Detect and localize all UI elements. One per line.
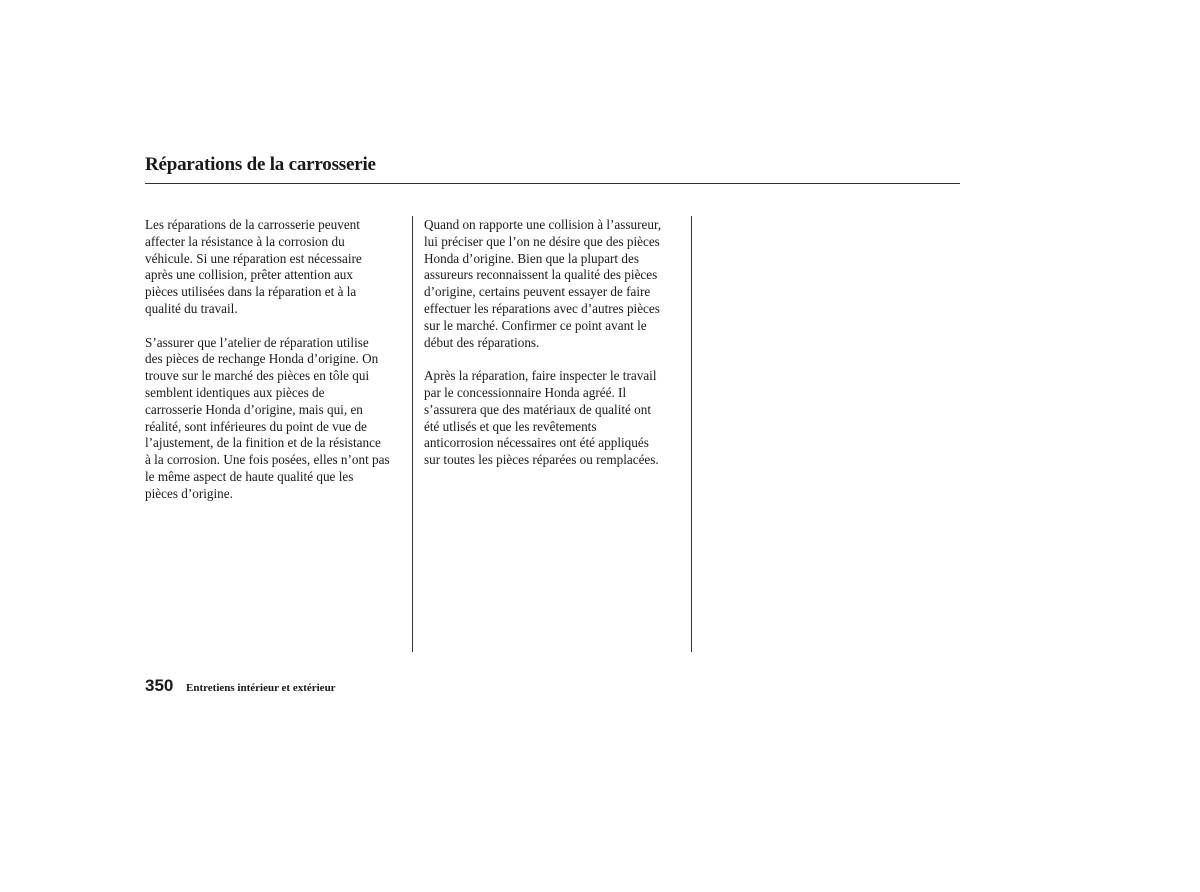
paragraph: [424, 368, 686, 469]
text-line: semblent identiques aux pièces de: [145, 384, 325, 400]
column-divider: [691, 216, 692, 652]
page-number: 350: [145, 676, 174, 695]
text-line: s’assurera que des matériaux de qualité ont: [424, 401, 652, 417]
text-line: S’assurer que l’atelier de réparation utilise: [145, 334, 369, 350]
paragraph: [145, 217, 407, 318]
text-line: Quand on rapporte une collision à l’assureur,: [424, 217, 662, 232]
left-column: [145, 217, 407, 519]
middle-column: [424, 217, 686, 486]
text-line: été utlisés et que les revêtements: [424, 418, 597, 434]
text-line: pièces utilisées dans la réparation et à la: [145, 284, 357, 300]
text-line: des pièces de rechange Honda d’origine. On: [145, 351, 379, 367]
text-line: véhicule. Si une réparation est nécessaire: [145, 250, 362, 266]
title-divider: [145, 183, 960, 184]
text-line: l’ajustement, de la finition et de la résistance: [145, 435, 381, 451]
text-line: Après la réparation, faire inspecter le travail: [424, 368, 657, 384]
text-line: par le concessionnaire Honda agréé. Il: [424, 384, 627, 400]
column-divider: [412, 216, 413, 652]
text-line: réalité, sont inférieures du point de vue de: [145, 418, 367, 434]
paragraph: [424, 217, 686, 351]
text-line: anticorrosion nécessaires ont été appliqués: [424, 435, 649, 451]
text-line: à la corrosion. Une fois posées, elles n’ont pas: [145, 452, 390, 468]
text-line: Honda d’origine. Bien que la plupart des: [424, 250, 639, 266]
text-line: le même aspect de haute qualité que les: [145, 468, 354, 484]
text-line: après une collision, prêter attention aux: [145, 267, 353, 283]
text-line: lui préciser que l’on ne désire que des pièces: [424, 233, 660, 249]
text-line: sur le marché. Confirmer ce point avant le: [424, 317, 647, 333]
text-line: qualité du travail.: [145, 300, 238, 316]
text-line: carrosserie Honda d’origine, mais qui, en: [145, 401, 363, 417]
text-line: sur toutes les pièces réparées ou remplacées.: [424, 452, 659, 468]
paragraph: [145, 335, 407, 503]
text-line: pièces d’origine.: [145, 485, 233, 501]
text-line: d’origine, certains peuvent essayer de faire: [424, 284, 651, 300]
text-line: trouve sur le marché des pièces en tôle qui: [145, 368, 370, 384]
text-line: Les réparations de la carrosserie peuvent: [145, 217, 360, 232]
text-line: assureurs reconnaissent la qualité des pièces: [424, 267, 658, 283]
text-line: affecter la résistance à la corrosion du: [145, 233, 345, 249]
text-line: début des réparations.: [424, 334, 540, 350]
footer-section-name: Entretiens intérieur et extérieur: [186, 682, 336, 694]
text-line: effectuer les réparations avec d’autres pièces: [424, 300, 660, 316]
page-title: Réparations de la carrosserie: [145, 154, 376, 175]
